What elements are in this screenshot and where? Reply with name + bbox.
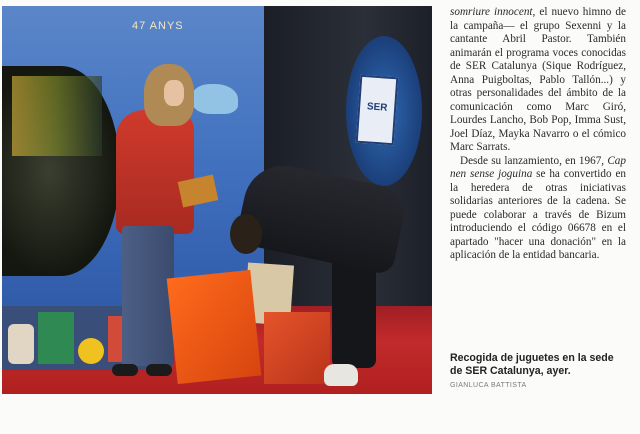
photo-caption: Recogida de juguetes en la sede de SER Catalunya, ayer.	[450, 352, 614, 377]
paragraph-2-start: Desde su lanzamiento, en 1967,	[460, 154, 608, 167]
orange-bag-large	[167, 270, 262, 384]
campaign-name: Cap nen sense joguina	[450, 154, 626, 180]
ser-sign-text: SER	[366, 101, 388, 114]
toy-ball	[78, 338, 104, 364]
article-paragraph-2	[450, 155, 626, 263]
man-sneaker	[324, 364, 358, 386]
woman-shoe-left	[112, 364, 138, 376]
woman-shoe-right	[146, 364, 172, 376]
paragraph-1-text: , el nuevo himno de la campaña— el grupo Sexenni y la cantante Abril Pastor. También animarán el programa voces conocidas de SER Catalunya (Sique Rodríguez, Anna Puigboltas, Pablo Tallón...) y otras personalidades del ámbito de la comunicación como Marc Giró, Lourdes Lancho, Bob Pop, Imma Sust, Joel Díaz, Mayka Navarro o el cómico Marc Sarrats.	[450, 6, 626, 153]
article-column	[450, 6, 626, 263]
photo-credit: GIANLUCA BATTISTA	[450, 382, 527, 389]
news-photo	[2, 6, 432, 394]
ser-sign	[356, 75, 399, 145]
man-head	[230, 214, 262, 254]
paragraph-2-text: se ha convertido en la heredera de otras iniciativas solidarias anteriores de la cadena. Se puede colaborar a través de Bizum introduciendo el código 06678 en el apartado "hacer una donación" en la aplicación de la entidad bancaria.	[450, 168, 627, 261]
article-paragraph-1	[450, 6, 626, 155]
wall-lettering: 47 ANYS	[132, 20, 184, 32]
horse-decoration	[192, 84, 238, 114]
woman-face	[164, 80, 184, 106]
orange-bag-small	[264, 312, 330, 384]
song-title: somriure innocent	[450, 6, 533, 18]
screen-glow	[12, 76, 102, 156]
toy-doll	[8, 324, 34, 364]
woman-red-coat	[116, 110, 194, 234]
woman-jeans	[122, 226, 174, 366]
toy-game-box	[38, 312, 74, 364]
